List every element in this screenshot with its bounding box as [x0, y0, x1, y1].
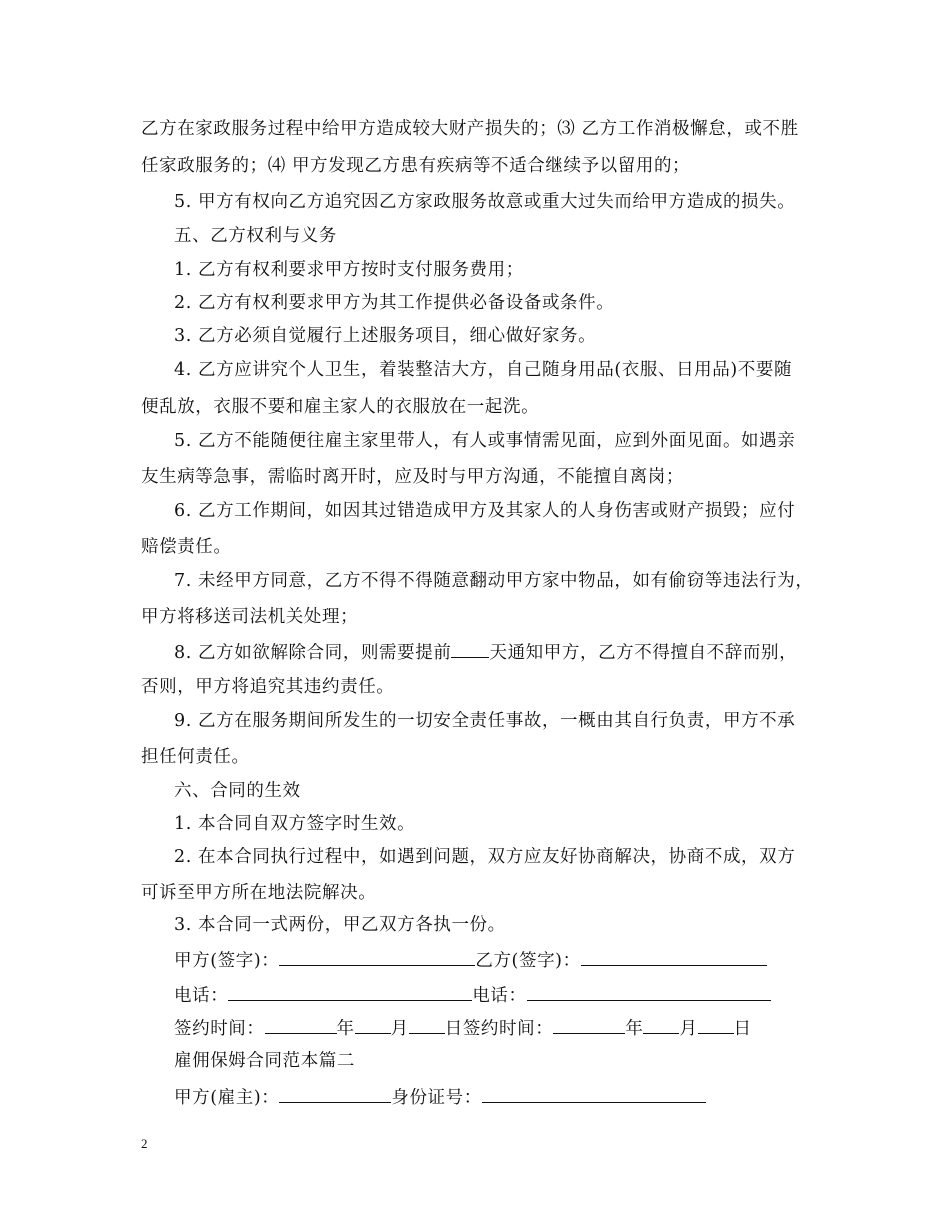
party-b-sign-label: 乙方(签字)：: [475, 951, 581, 971]
day-label-b: 日: [733, 1019, 752, 1039]
paragraph-line: 3. 乙方必须自觉履行上述服务项目，细心做好家务。: [174, 326, 597, 346]
party-a-phone-label: 电话：: [174, 986, 229, 1006]
paragraph-line: [174, 640, 797, 664]
page-number: 2: [141, 1136, 148, 1151]
employer-blank: [279, 1085, 391, 1103]
phone-line: [174, 983, 771, 1007]
paragraph-line: 友生病等急事，需临时离开时，应及时与甲方沟通，不能擅自离岗；: [141, 467, 684, 487]
clause-8-text-start: 8. 乙方如欲解除合同，则需要提前: [174, 643, 452, 663]
paragraph-line: 4. 乙方应讲究个人卫生，着装整洁大方，自己随身用品(衣服、日用品)不要随: [174, 360, 793, 380]
month-label-a: 月: [390, 1019, 409, 1039]
paragraph-line: 5. 乙方不能随便往雇主家里带人，有人或事情需见面，应到外面见面。如遇亲: [174, 431, 796, 451]
month-blank-a: [355, 1016, 391, 1034]
party-a-sign-label: 甲方(签字)：: [174, 951, 280, 971]
paragraph-line: 甲方将移送司法机关处理；: [141, 607, 359, 627]
party-a-sign-blank: [279, 948, 475, 966]
paragraph-line: 赔偿责任。: [141, 537, 232, 557]
paragraph-line: 3. 本合同一式两份，甲乙双方各执一份。: [174, 915, 506, 935]
section-heading: 五、乙方权利与义务: [174, 226, 337, 246]
paragraph-line: 2. 在本合同执行过程中，如遇到问题，双方应友好协商解决，协商不成，双方: [174, 847, 796, 867]
paragraph-line: 任家政服务的；⑷ 甲方发现乙方患有疾病等不适合继续予以留用的；: [141, 156, 691, 176]
days-blank: [451, 640, 489, 658]
paragraph-line: 2. 乙方有权利要求甲方为其工作提供必备设备或条件。: [174, 293, 615, 313]
date-label-a: 签约时间：: [174, 1019, 265, 1039]
signature-line: [174, 948, 767, 972]
year-label-a: 年: [336, 1019, 355, 1039]
party-b-sign-blank: [581, 948, 767, 966]
id-label: 身份证号：: [391, 1088, 482, 1108]
section-title: 雇佣保姆合同范本篇二: [174, 1051, 355, 1071]
party-a-phone-blank: [228, 983, 472, 1001]
month-blank-b: [643, 1016, 679, 1034]
employer-line: [174, 1085, 706, 1109]
section-heading: 六、合同的生效: [174, 781, 301, 801]
paragraph-line: 乙方在家政服务过程中给甲方造成较大财产损失的；⑶ 乙方工作消极懈怠，或不胜: [141, 119, 799, 139]
month-label-b: 月: [679, 1019, 698, 1039]
employer-label: 甲方(雇主)：: [174, 1088, 280, 1108]
paragraph-line: 可诉至甲方所在地法院解决。: [141, 883, 377, 903]
day-blank-b: [698, 1016, 734, 1034]
paragraph-line: 便乱放，衣服不要和雇主家人的衣服放在一起洗。: [141, 397, 540, 417]
paragraph-line: 担任何责任。: [141, 747, 250, 767]
year-blank-b: [553, 1016, 625, 1034]
paragraph-line: 1. 本合同自双方签字时生效。: [174, 814, 416, 834]
paragraph-line: 否则，甲方将追究其违约责任。: [141, 677, 395, 697]
clause-8-text-end: 天通知甲方，乙方不得擅自不辞而别，: [489, 643, 798, 663]
date-line: [174, 1016, 752, 1040]
paragraph-line: 1. 乙方有权利要求甲方按时支付服务费用；: [174, 260, 524, 280]
day-and-date-label-b: 日签约时间：: [444, 1019, 554, 1039]
paragraph-line: 7. 未经甲方同意，乙方不得不得随意翻动甲方家中物品，如有偷窃等违法行为，: [174, 571, 814, 591]
id-blank: [482, 1085, 706, 1103]
party-b-phone-blank: [527, 983, 771, 1001]
paragraph-line: 9. 乙方在服务期间所发生的一切安全责任事故，一概由其自行负责，甲方不承: [174, 711, 796, 731]
paragraph-line: 5. 甲方有权向乙方追究因乙方家政服务故意或重大过失而给甲方造成的损失。: [174, 192, 796, 212]
party-b-phone-label: 电话：: [472, 986, 527, 1006]
day-blank-a: [409, 1016, 445, 1034]
year-label-b: 年: [625, 1019, 644, 1039]
paragraph-line: 6. 乙方工作期间，如因其过错造成甲方及其家人的人身伤害或财产损毁；应付: [174, 501, 796, 521]
year-blank-a: [265, 1016, 337, 1034]
